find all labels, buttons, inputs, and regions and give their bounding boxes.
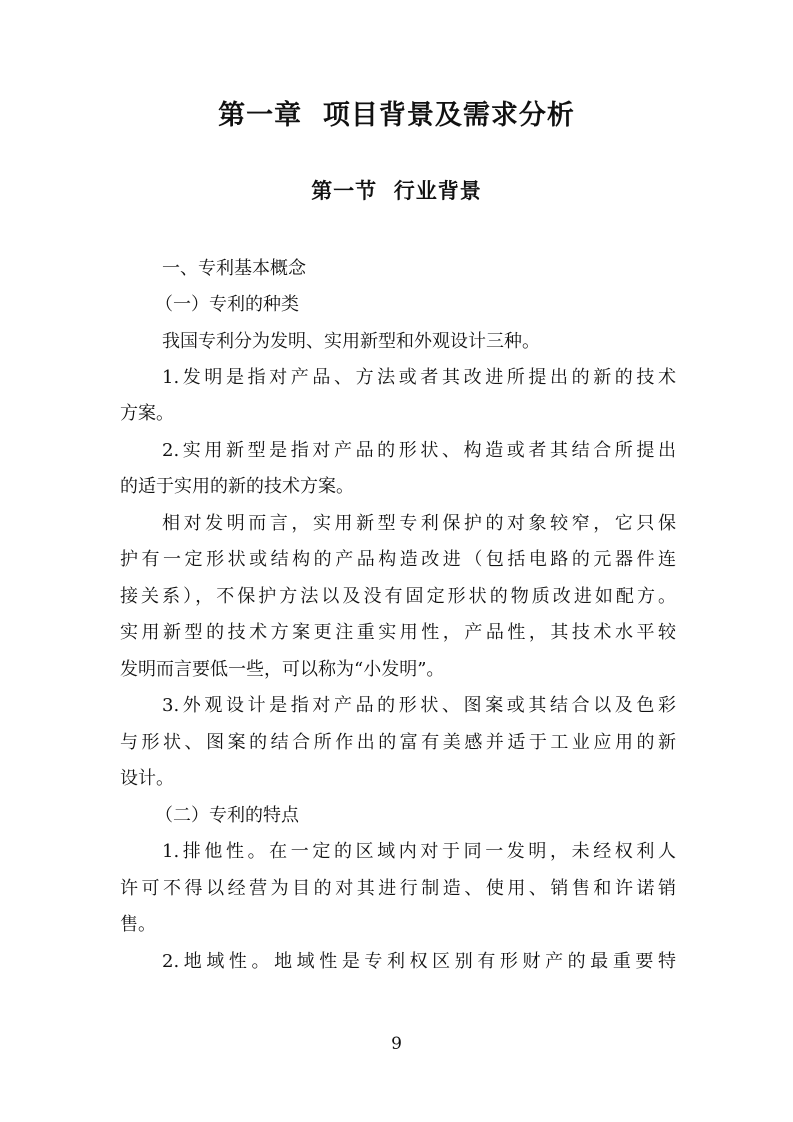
paragraph-line: 方案。 (120, 403, 174, 424)
paragraph-line: 的适于实用的新的技术方案。 (120, 476, 354, 497)
heading-patent-basic-concepts: 一、专利基本概念 (162, 258, 306, 279)
subheading-patent-features: （二）专利的特点 (155, 805, 299, 826)
paragraph-line: 与形状、图案的结合所作出的富有美感并适于工业应用的新 (120, 732, 676, 753)
paragraph-line: 相对发明而言，实用新型专利保护的对象较窄，它只保 (162, 513, 676, 534)
paragraph-line: 2.实用新型是指对产品的形状、构造或者其结合所提出 (162, 440, 676, 461)
paragraph-line: 实用新型的技术方案更注重实用性，产品性，其技术水平较 (120, 622, 676, 643)
paragraph-line: 1.排他性。在一定的区域内对于同一发明，未经权利人 (162, 841, 676, 862)
section-title: 第一节 行业背景 (311, 179, 482, 203)
paragraph-line: 售。 (120, 914, 156, 935)
chapter-title: 第一章 项目背景及需求分析 (218, 100, 575, 131)
paragraph-line: 接关系），不保护方法以及没有固定形状的物质改进如配方。 (120, 586, 676, 607)
paragraph-line: 护有一定形状或结构的产品构造改进（包括电路的元器件连 (120, 549, 676, 570)
paragraph-line: 3.外观设计是指对产品的形状、图案或其结合以及色彩 (162, 695, 676, 716)
subheading-patent-types: （一）专利的种类 (155, 294, 299, 315)
paragraph-line: 发明而言要低一些，可以称为“小发明”。 (120, 659, 445, 680)
paragraph-line: 2.地域性。地域性是专利权区别有形财产的最重要特 (162, 951, 676, 972)
paragraph-line: 1.发明是指对产品、方法或者其改进所提出的新的技术 (162, 367, 676, 388)
paragraph-line: 许可不得以经营为目的对其进行制造、使用、销售和许诺销 (120, 878, 676, 899)
page-number: 9 (391, 1034, 402, 1054)
paragraph-line: 我国专利分为发明、实用新型和外观设计三种。 (162, 331, 540, 352)
paragraph-line: 设计。 (120, 768, 174, 789)
